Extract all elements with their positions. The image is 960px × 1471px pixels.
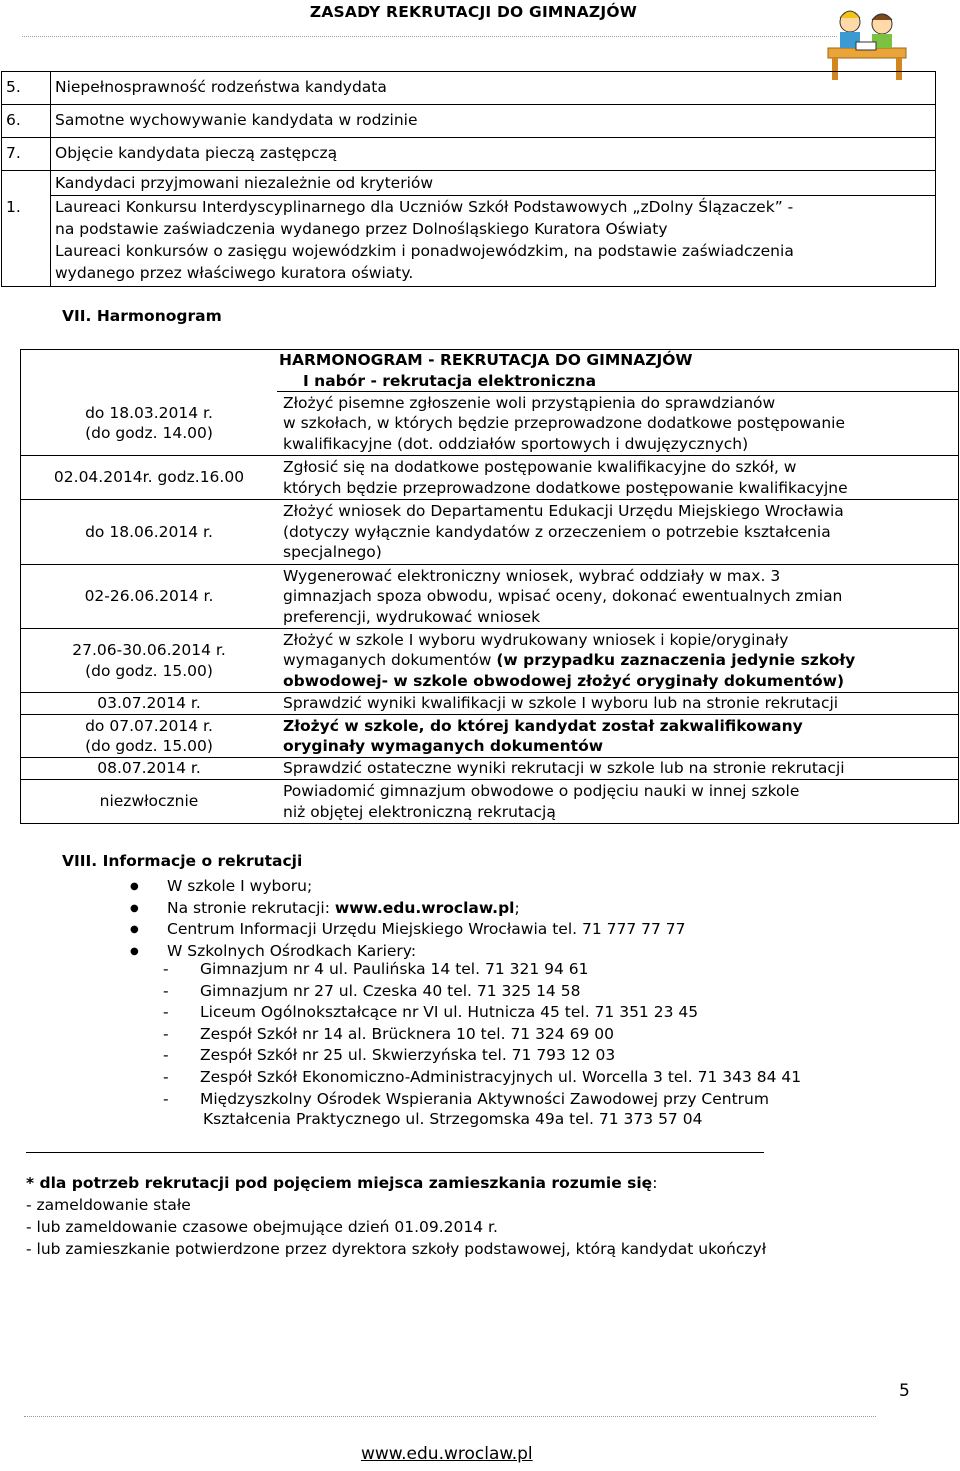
- criteria-text: Niepełnosprawność rodzeństwa kandydata: [51, 72, 936, 105]
- info-bullet-list: [130, 876, 686, 962]
- career-center-item: - Liceum Ogólnokształcące nr VI ul. Hutnicza 45 tel. 71 351 23 45: [163, 1002, 801, 1024]
- action-line: specjalnego): [283, 543, 382, 562]
- action-line: oryginały wymaganych dokumentów: [283, 737, 604, 755]
- harmonogram-date: 02.04.2014r. godz.16.00: [21, 456, 278, 500]
- harmonogram-title: HARMONOGRAM - REKRUTACJA DO GIMNAZJÓW: [277, 350, 959, 371]
- harmonogram-time: (do godz. 15.00): [85, 737, 213, 755]
- info-bullet: [130, 898, 686, 920]
- harmonogram-date: 02-26.06.2014 r.: [21, 565, 278, 629]
- footnote-line: - lub zamieszkanie potwierdzone przez dyrektora szkoły podstawowej, którą kandydat ukończył: [26, 1240, 767, 1258]
- harmonogram-action: [277, 500, 959, 565]
- criteria-text: Objęcie kandydata pieczą zastępczą: [51, 138, 936, 171]
- info-bullet: ● W szkole I wyboru;: [130, 876, 686, 898]
- criteria-table: [1, 71, 936, 287]
- footnote-line: - zameldowanie stałe: [26, 1196, 191, 1214]
- footnote-line: - lub zameldowanie czasowe obejmujące dzień 01.09.2014 r.: [26, 1218, 498, 1236]
- action-line: [283, 650, 952, 671]
- harmonogram-date: 03.07.2014 r.: [21, 693, 278, 715]
- harmonogram-row: [21, 715, 959, 758]
- info-bullet: ● W Szkolnych Ośrodkach Kariery:: [130, 941, 686, 963]
- recruitment-website-link[interactable]: www.edu.wroclaw.pl: [334, 898, 515, 917]
- action-text-bold: (w przypadku zaznaczenia jedynie szkoły: [496, 651, 856, 670]
- harmonogram-action: [277, 629, 959, 693]
- page-header-title: ZASADY REKRUTACJI DO GIMNAZJÓW: [309, 3, 637, 21]
- career-center-item: - Gimnazjum nr 27 ul. Czeska 40 tel. 71 325 14 58: [163, 981, 801, 1003]
- harmonogram-action: [277, 780, 959, 824]
- harmonogram-row: [21, 758, 959, 780]
- info-bullet: ● Centrum Informacji Urzędu Miejskiego Wrocławia tel. 71 777 77 77: [130, 919, 686, 941]
- harmonogram-row: [21, 392, 959, 456]
- harmonogram-action: [277, 565, 959, 629]
- harmonogram-action: [277, 456, 959, 500]
- harmonogram-action: [277, 715, 959, 758]
- criteria-subheader: Kandydaci przyjmowani niezależnie od kryteriów: [51, 171, 936, 196]
- career-center-item-continued: Kształcenia Praktycznego ul. Strzegomska 49a tel. 71 373 57 04: [203, 1110, 703, 1129]
- career-center-item: - Gimnazjum nr 4 ul. Paulińska 14 tel. 71 321 94 61: [163, 959, 801, 981]
- criteria-number-empty: [2, 171, 51, 196]
- footer-divider: [24, 1416, 876, 1417]
- action-line: gimnazjach spoza obwodu, wpisać oceny, dokonać ewentualnych zmian: [283, 587, 843, 606]
- harmonogram-time: (do godz. 14.00): [85, 424, 213, 443]
- harmonogram-row: [21, 500, 959, 565]
- laureates-line: wydanego przez właściwego kuratora oświaty.: [55, 264, 414, 282]
- action-line: których będzie przeprowadzone dodatkowe postępowanie kwalifikacyjne: [283, 478, 848, 497]
- criteria-text: Samotne wychowywanie kandydata w rodzinie: [51, 105, 936, 138]
- harmonogram-header-row: [21, 350, 959, 371]
- career-center-item: - Zespół Szkół nr 14 al. Brücknera 10 tel. 71 324 69 00: [163, 1024, 801, 1046]
- page-number: 5: [899, 1381, 910, 1401]
- harmonogram-row: [21, 565, 959, 629]
- career-centers-list: [163, 959, 801, 1128]
- harmonogram-header-row: [21, 371, 959, 392]
- action-line: w szkołach, w których będzie przeprowadzone dodatkowe postępowanie: [283, 414, 846, 433]
- footnote-divider: [26, 1152, 764, 1153]
- harmonogram-subtitle: I nabór - rekrutacja elektroniczna: [277, 371, 959, 392]
- criteria-row: [2, 72, 936, 105]
- section-title-harmonogram: VII. Harmonogram: [62, 307, 222, 325]
- footnote-title: [26, 1172, 766, 1194]
- career-center-item: - Międzyszkolny Ośrodek Wspierania Aktywności Zawodowej przy Centrum: [163, 1089, 801, 1111]
- harmonogram-action: [277, 392, 959, 456]
- harmonogram-action: Sprawdzić wyniki kwalifikacji w szkole I wyboru lub na stronie rekrutacji: [277, 693, 959, 715]
- harmonogram-date: niezwłocznie: [21, 780, 278, 824]
- action-line: Zgłosić się na dodatkowe postępowanie kwalifikacyjne do szkół, w: [283, 458, 797, 476]
- harmonogram-date: do 18.03.2014 r.: [85, 403, 213, 422]
- laureates-line: na podstawie zaświadczenia wydanego przez Dolnośląskiego Kuratora Oświaty: [55, 220, 668, 238]
- footnote: [26, 1172, 766, 1260]
- info-text: Na stronie rekrutacji:: [167, 898, 335, 917]
- criteria-row: [2, 171, 936, 196]
- info-text: ;: [514, 898, 520, 917]
- criteria-number: 5.: [2, 72, 51, 105]
- action-line: preferencji, wydrukować wniosek: [283, 607, 541, 626]
- harmonogram-time: (do godz. 15.00): [85, 661, 213, 680]
- harmonogram-row: [21, 693, 959, 715]
- action-line: Złożyć pisemne zgłoszenie woli przystąpienia do sprawdzianów: [283, 393, 776, 412]
- action-line: niż objętej elektroniczną rekrutacją: [283, 802, 556, 821]
- criteria-number: 6.: [2, 105, 51, 138]
- harmonogram-date: 27.06-30.06.2014 r.: [72, 641, 226, 659]
- criteria-laureates: [51, 196, 936, 287]
- criteria-row: [2, 196, 936, 287]
- harmonogram-date: 08.07.2014 r.: [21, 758, 278, 780]
- harmonogram-table: [20, 349, 959, 824]
- harmonogram-date: do 18.06.2014 r.: [21, 500, 278, 565]
- harmonogram-action: Sprawdzić ostateczne wyniki rekrutacji w szkole lub na stronie rekrutacji: [277, 758, 959, 780]
- criteria-row: [2, 138, 936, 171]
- action-line: obwodowej- w szkole obwodowej złożyć oryginały dokumentów): [283, 671, 845, 690]
- action-line: (dotyczy wyłącznie kandydatów z orzeczeniem o potrzebie kształcenia: [283, 522, 831, 541]
- action-line: Złożyć w szkole I wyboru wydrukowany wniosek i kopie/oryginały: [283, 630, 789, 649]
- footer-website-link[interactable]: www.edu.wroclaw.pl: [361, 1444, 533, 1464]
- harmonogram-row: [21, 780, 959, 824]
- action-text: wymaganych dokumentów: [283, 651, 497, 670]
- section-title-info: VIII. Informacje o rekrutacji: [62, 852, 303, 870]
- action-line: Wygenerować elektroniczny wniosek, wybrać oddziały w max. 3: [283, 566, 781, 585]
- laureates-line: Laureaci Konkursu Interdyscyplinarnego dla Uczniów Szkół Podstawowych „zDolny Ślązaczek” -: [55, 198, 794, 216]
- footnote-colon: :: [652, 1174, 658, 1192]
- laureates-line: Laureaci konkursów o zasięgu wojewódzkim i ponadwojewódzkim, na podstawie zaświadczenia: [55, 242, 794, 260]
- career-center-item: - Zespół Szkół nr 25 ul. Skwierzyńska tel. 71 793 12 03: [163, 1045, 801, 1067]
- criteria-number: 7.: [2, 138, 51, 171]
- action-line: Powiadomić gimnazjum obwodowe o podjęciu nauki w innej szkole: [283, 782, 800, 800]
- action-line: Złożyć w szkole, do której kandydat został zakwalifikowany: [283, 716, 803, 735]
- footnote-title-text: * dla potrzeb rekrutacji pod pojęciem miejsca zamieszkania rozumie się: [26, 1174, 653, 1192]
- harmonogram-row: [21, 629, 959, 693]
- header-divider: [22, 36, 837, 37]
- action-line: kwalifikacyjne (dot. oddziałów sportowych i dwujęzycznych): [283, 434, 749, 453]
- criteria-number: 1.: [2, 196, 51, 287]
- harmonogram-row: [21, 456, 959, 500]
- career-center-item: - Zespół Szkół Ekonomiczno-Administracyjnych ul. Worcella 3 tel. 71 343 84 41: [163, 1067, 801, 1089]
- harmonogram-date: do 07.07.2014 r.: [85, 716, 213, 735]
- action-line: Złożyć wniosek do Departamentu Edukacji Urzędu Miejskiego Wrocławia: [283, 502, 844, 521]
- criteria-row: [2, 105, 936, 138]
